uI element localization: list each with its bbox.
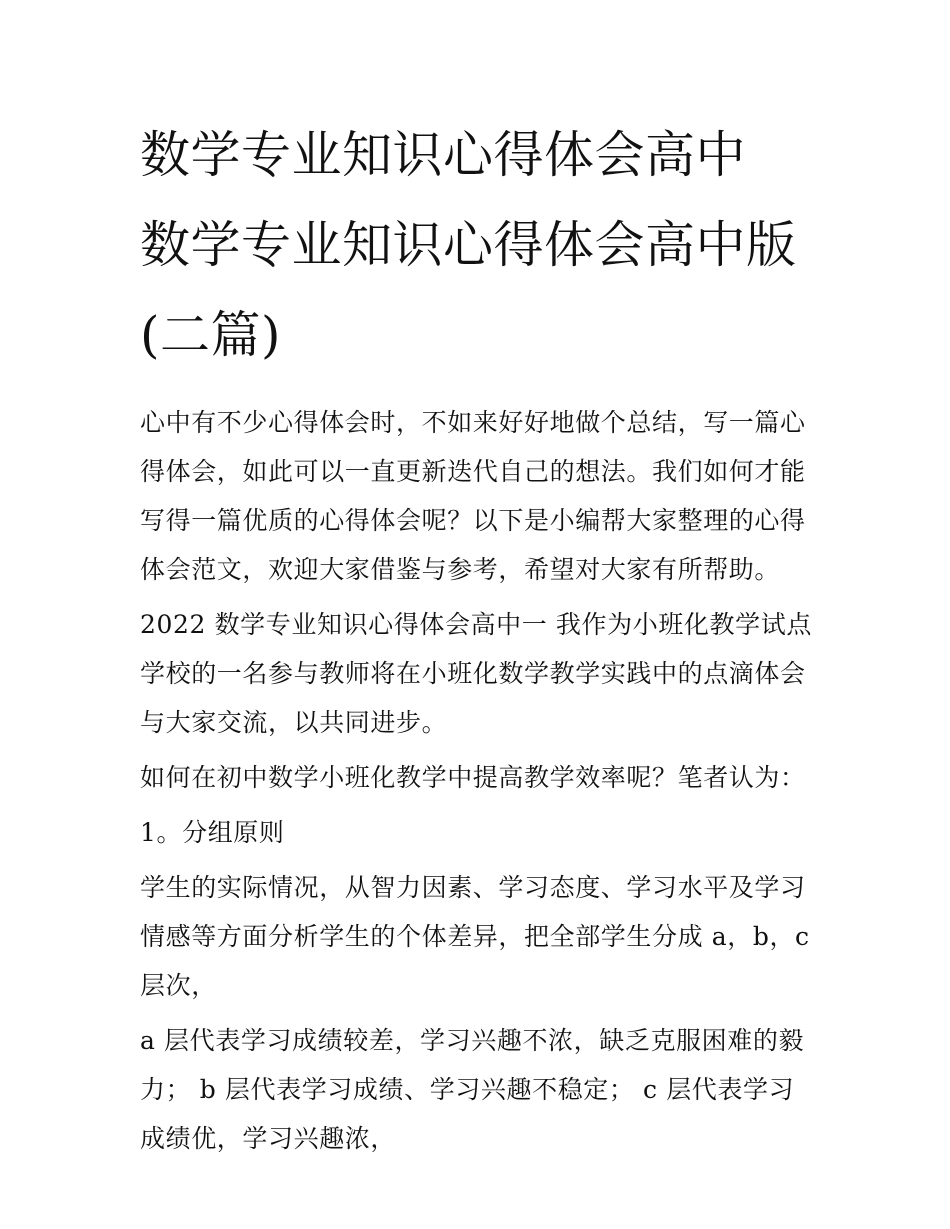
- body-paragraph: 如何在初中数学小班化教学中提高教学效率呢？笔者认为：: [140, 763, 806, 792]
- intro-paragraph: 心中有不少心得体会时，不如来好好地做个总结，写一篇心得体会，如此可以一直更新迭代自己的想法。我们如何才能写得一篇优质的心得体会呢？以下是小编帮大家整理的心得体会范文，欢迎大家借鉴与参考，希望对大家有所帮助。: [140, 408, 806, 584]
- document-title: 数学专业知识心得体会高中 数学专业知识心得体会高中版(二篇): [140, 126, 797, 364]
- body-paragraph: a 层代表学习成绩较差，学习兴趣不浓，缺乏克服困难的毅力； b 层代表学习成绩、学习兴趣不稳定； c 层代表学习成绩优，学习兴趣浓，: [140, 1026, 805, 1153]
- document-page: [140, 110, 812, 1169]
- body-paragraph: 2022 数学专业知识心得体会高中一 我作为小班化教学试点学校的一名参与教师将在小班化数学教学实践中的点滴体会与大家交流，以共同进步。: [140, 610, 812, 737]
- body-paragraph: 学生的实际情况，从智力因素、学习态度、学习水平及学习情感等方面分析学生的个体差异，把全部学生分成 a，b，c 层次，: [140, 873, 810, 1000]
- section-heading: 1。分组原则: [140, 818, 285, 847]
